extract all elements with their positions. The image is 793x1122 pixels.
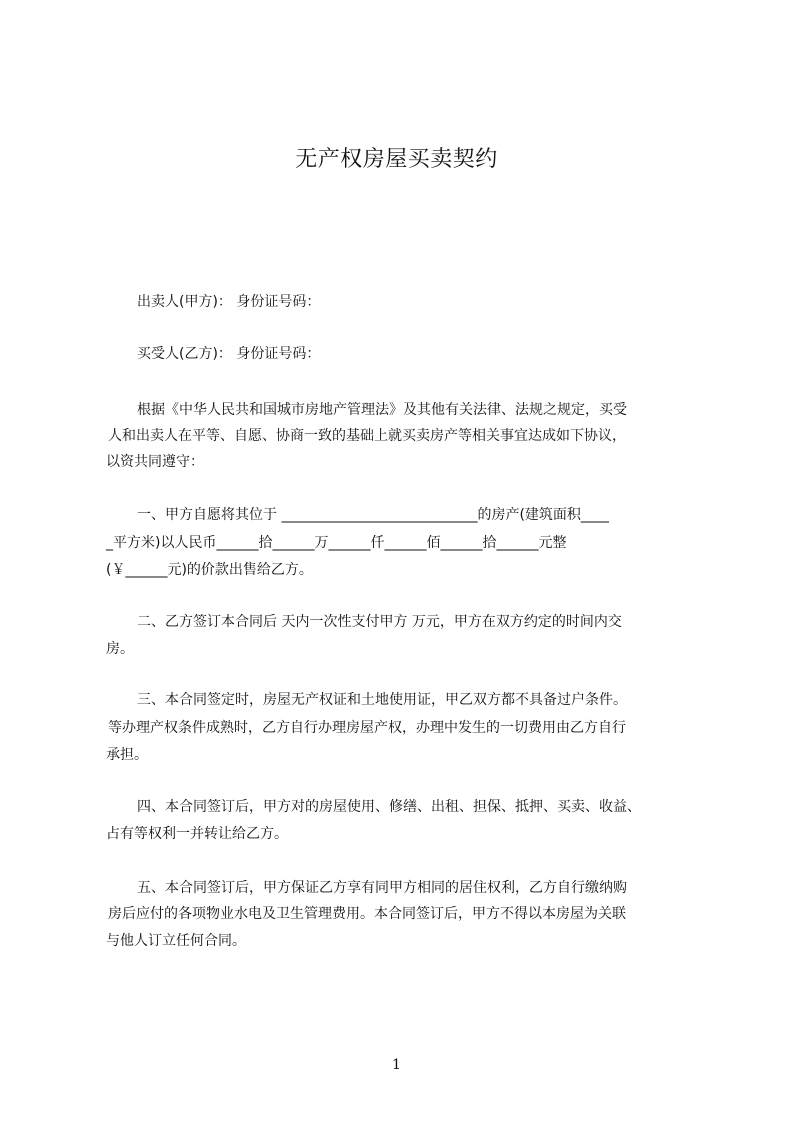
clause-2-line: 房。 [106,641,134,657]
clause-1-line: _平方米)以人民币______拾______万______仟______佰______拾______元整 [106,535,567,551]
preamble-line: 以资共同遵守： [106,454,204,470]
page-number: 1 [392,1057,401,1073]
clause-3-line: 承担。 [106,747,148,763]
buyer-line: 买受人(乙方)： 身份证号码： [137,346,321,362]
clause-1-line: 一、甲方自愿将其位于 ____________________________的房产(建筑面积____ [137,507,609,523]
preamble-line: 人和出卖人在平等、自愿、协商一致的基础上就买卖房产等相关事宜达成如下协议， [108,428,626,444]
clause-1-line: (￥______元)的价款出售给乙方。 [106,562,313,578]
clause-5-line: 房后应付的各项物业水电及卫生管理费用。本合同签订后，甲方不得以本房屋为关联 [108,906,626,922]
clause-4-line: 占有等权利一并转让给乙方。 [106,826,288,842]
clause-5-line: 五、本合同签订后，甲方保证乙方享有同甲方相同的居住权利，乙方自行缴纳购 [137,880,627,896]
seller-line: 出卖人(甲方)： 身份证号码： [137,294,321,310]
clause-2-line: 二、乙方签订本合同后 天内一次性支付甲方 万元，甲方在双方约定的时间内交 [137,614,622,630]
preamble-line: 根据《中华人民共和国城市房地产管理法》及其他有关法律、法规之规定，买受 [137,402,627,418]
clause-3-line: 三、本合同签定时，房屋无产权证和土地使用证，甲乙双方都不具备过户条件。 [137,692,627,708]
clause-5-line: 与他人订立任何合同。 [106,933,246,949]
document-title: 无产权房屋买卖契约 [295,147,498,172]
clause-4-line: 四、本合同签订后，甲方对的房屋使用、修缮、出租、担保、抵押、买卖、收益、 [137,799,641,815]
clause-3-line: 等办理产权条件成熟时，乙方自行办理房屋产权，办理中发生的一切费用由乙方自行 [108,720,626,736]
